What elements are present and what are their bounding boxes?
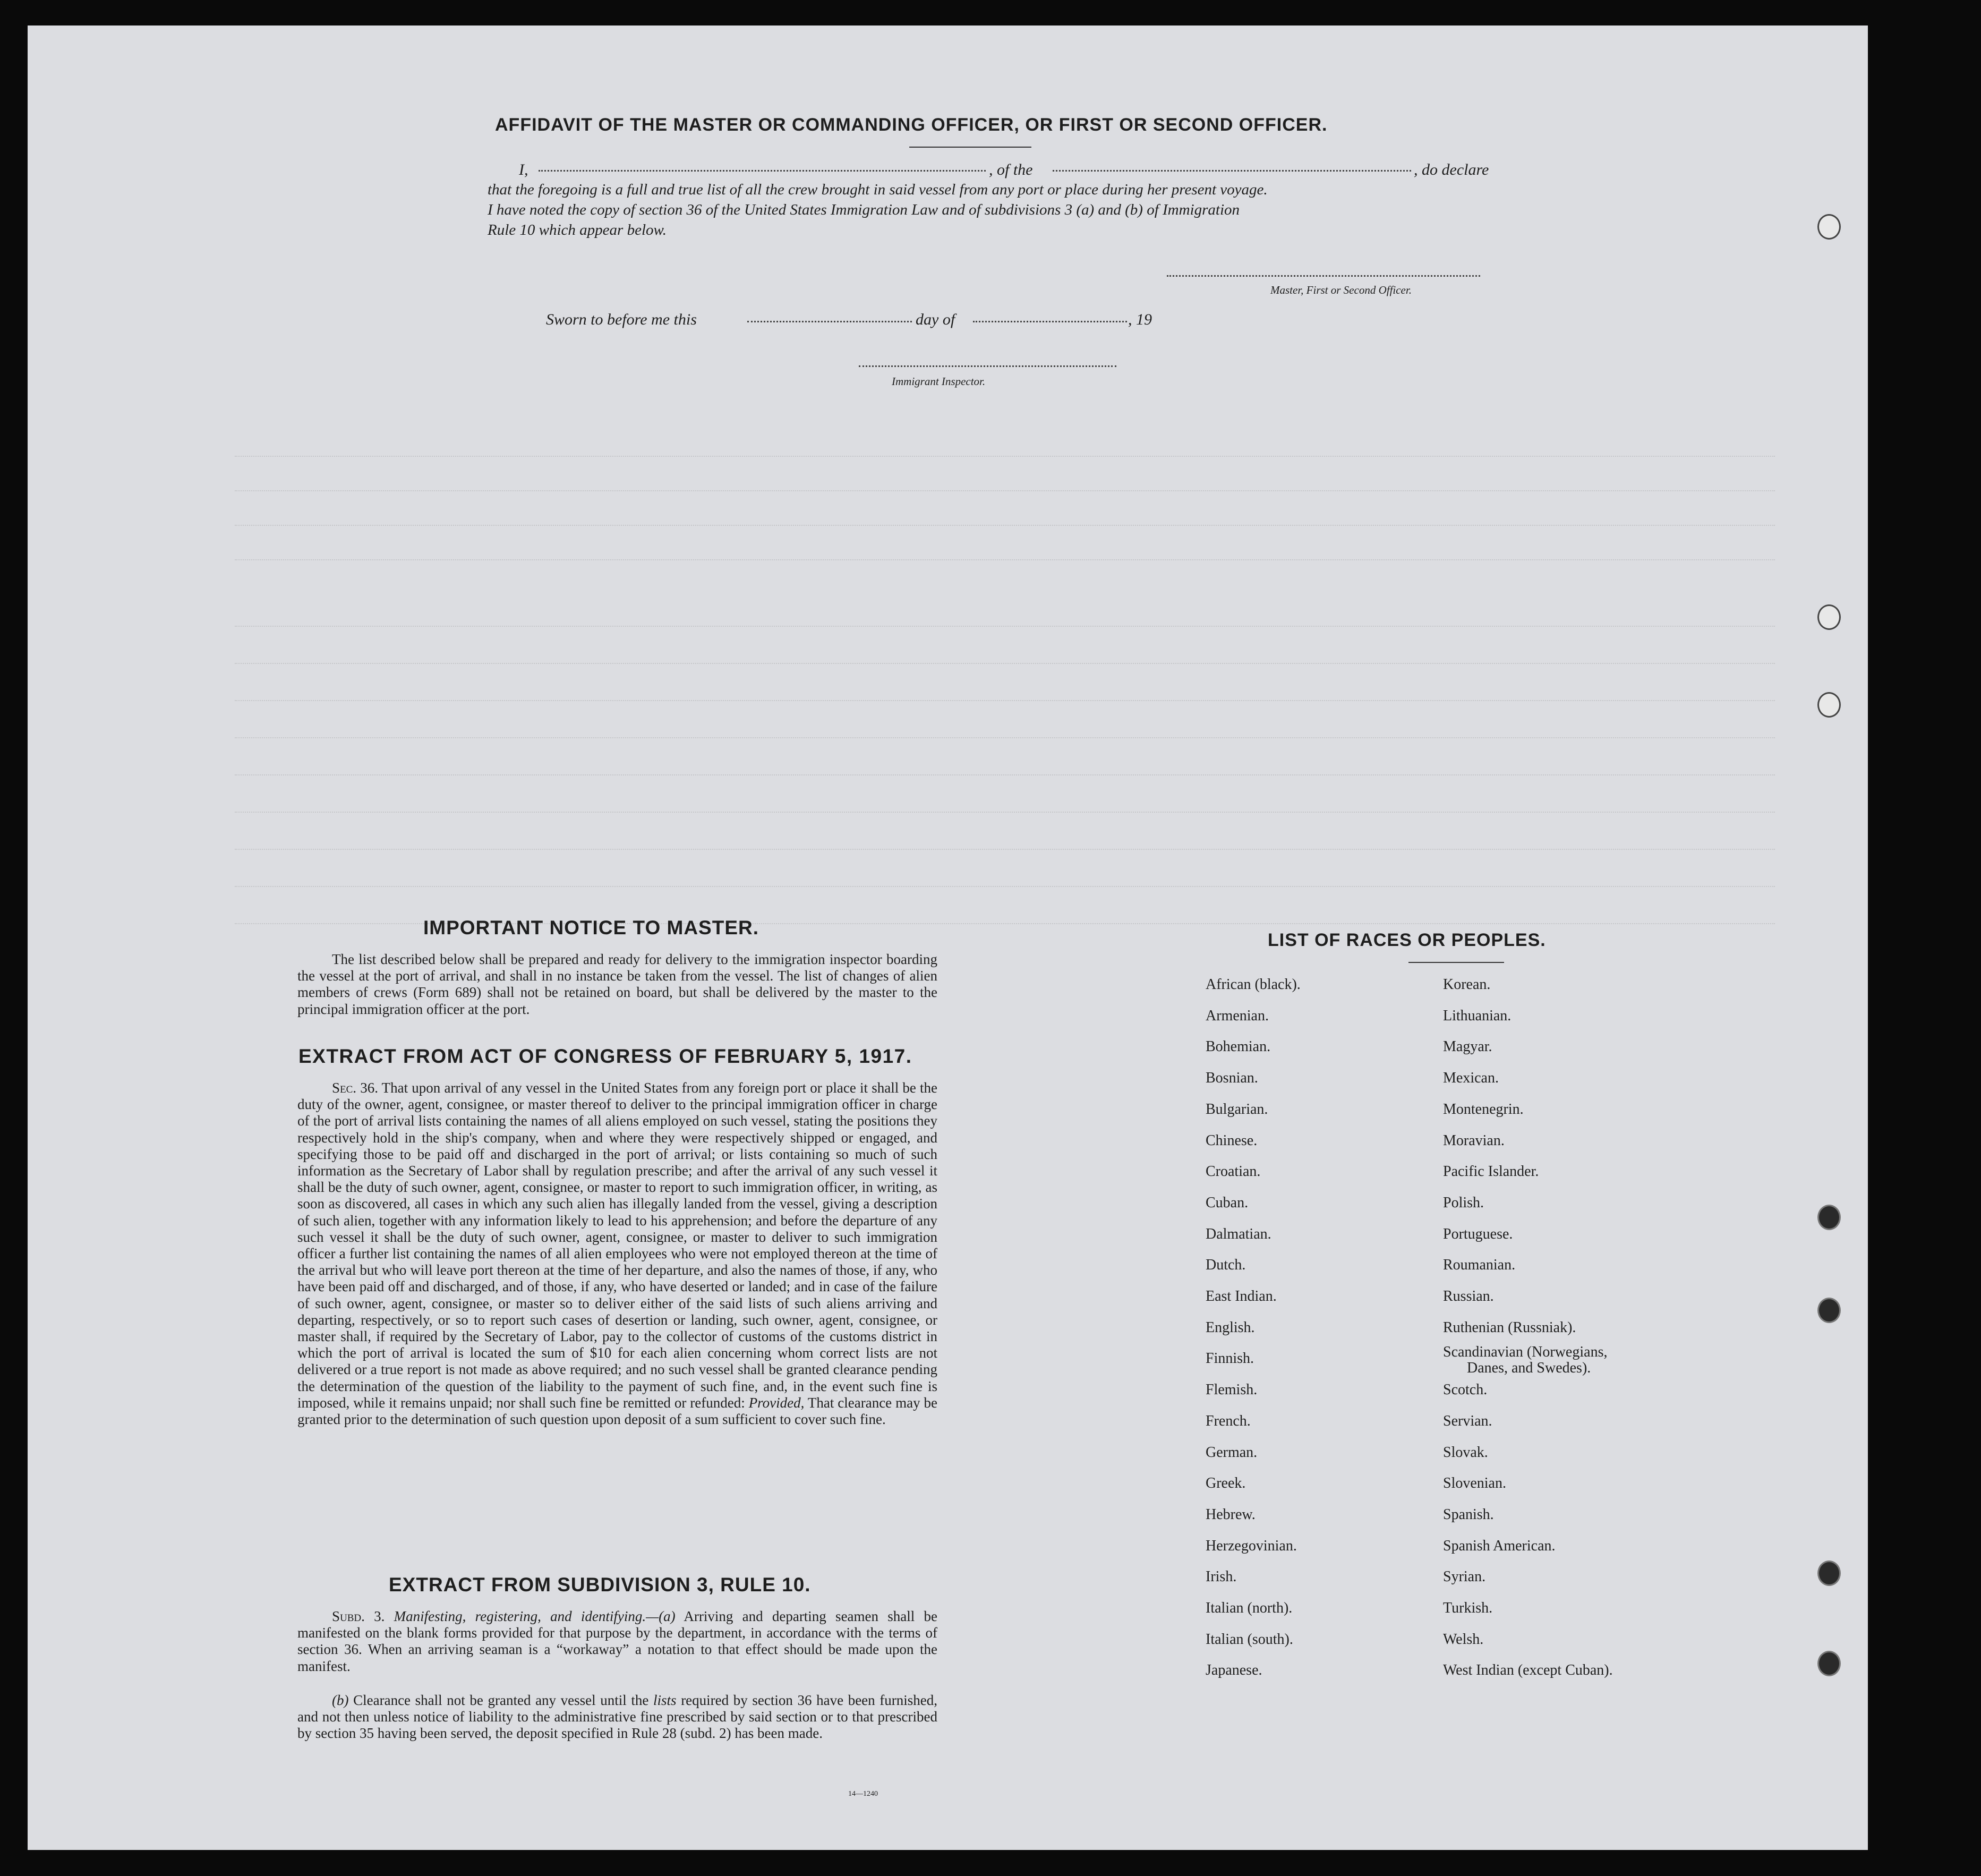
race-item: African (black). bbox=[1206, 976, 1301, 993]
punch-hole bbox=[1817, 692, 1841, 718]
race-item: Spanish. bbox=[1443, 1506, 1494, 1523]
punch-hole bbox=[1817, 214, 1841, 240]
race-item: Slovak. bbox=[1443, 1444, 1488, 1461]
master-signature-blank[interactable] bbox=[1167, 275, 1480, 277]
race-item: Polish. bbox=[1443, 1194, 1484, 1211]
race-item: Lithuanian. bbox=[1443, 1007, 1512, 1024]
title-rule bbox=[909, 147, 1031, 148]
para-b-lists: lists bbox=[653, 1692, 677, 1708]
race-item: Slovenian. bbox=[1443, 1475, 1506, 1492]
race-item: Scandinavian (Norwegians, bbox=[1443, 1344, 1608, 1361]
sworn-day-blank[interactable] bbox=[747, 321, 912, 322]
para-b-text-1: Clearance shall not be granted any vessel until the bbox=[353, 1692, 649, 1708]
para-b-text-2: required by section 36 have been furnished, and not then unless notice of liability to the administrative fine prescribed by said section or to that prescribed by section 35 having been served, the deposit specified in Rule 28 (subd. 2) has been made. bbox=[297, 1692, 938, 1742]
race-item: Turkish. bbox=[1443, 1600, 1493, 1616]
race-item: Ruthenian (Russniak). bbox=[1443, 1319, 1576, 1336]
subd-label: Subd. 3. bbox=[332, 1608, 385, 1624]
day-of-label: day of bbox=[916, 311, 955, 328]
inspector-signature-blank[interactable] bbox=[859, 365, 1116, 367]
race-item: Chinese. bbox=[1206, 1132, 1258, 1149]
race-item: Bohemian. bbox=[1206, 1038, 1271, 1055]
race-item-continuation: Danes, and Swedes). bbox=[1467, 1360, 1591, 1377]
sworn-month-blank[interactable] bbox=[973, 321, 1127, 322]
act-text-end: That clearance may be granted prior to the determination of such question upon deposit of a sum sufficient to cover such fine. bbox=[297, 1394, 938, 1428]
race-item: Hebrew. bbox=[1206, 1506, 1256, 1523]
race-item: Scotch. bbox=[1443, 1382, 1488, 1399]
punch-hole bbox=[1817, 1205, 1841, 1230]
master-signature-label: Master, First or Second Officer. bbox=[1270, 284, 1412, 296]
rule-para-a bbox=[297, 1608, 937, 1675]
para-b-label: (b) bbox=[332, 1692, 349, 1708]
sworn-label: Sworn to before me this bbox=[546, 311, 697, 328]
race-item: Servian. bbox=[1443, 1412, 1492, 1429]
name-blank[interactable] bbox=[539, 170, 986, 172]
race-item: Cuban. bbox=[1206, 1194, 1249, 1211]
race-item: Russian. bbox=[1443, 1288, 1494, 1304]
punch-hole bbox=[1817, 604, 1841, 630]
race-item: Herzegovinian. bbox=[1206, 1537, 1297, 1554]
race-item: Portuguese. bbox=[1443, 1225, 1513, 1242]
race-item: Spanish American. bbox=[1443, 1537, 1556, 1554]
race-item: Italian (north). bbox=[1206, 1600, 1293, 1616]
affidavit-line-2: that the foregoing is a full and true list of all the crew brought in said vessel from any port or place during her present voyage. bbox=[488, 181, 1268, 198]
race-item: Croatian. bbox=[1206, 1163, 1261, 1180]
race-item: Welsh. bbox=[1443, 1631, 1484, 1648]
affidavit-line-4: Rule 10 which appear below. bbox=[488, 221, 667, 238]
race-item: Bulgarian. bbox=[1206, 1101, 1268, 1118]
race-item: Moravian. bbox=[1443, 1132, 1505, 1149]
punch-hole bbox=[1817, 1561, 1841, 1586]
notice-title: IMPORTANT NOTICE TO MASTER. bbox=[423, 917, 759, 939]
rule-para-b bbox=[297, 1692, 937, 1742]
race-item: Dalmatian. bbox=[1206, 1225, 1271, 1242]
race-item: West Indian (except Cuban). bbox=[1443, 1662, 1613, 1679]
race-item: Greek. bbox=[1206, 1475, 1246, 1492]
document-page bbox=[28, 25, 1868, 1850]
act-text: That upon arrival of any vessel in the United States from any foreign port or place it shall be the duty of the owner, agent, consignee, or master thereof to deliver to the principal immigration officer in charge of the port of arrival lists containing the names of all aliens employed on such vessel, stating the positions they respectively hold in the ship's company, when and where they were respectively shipped or engaged, and specifying those to be paid off and discharged in the port of arrival; or lists containing so much of such information as the Secretary of Labor shall by regulation prescribe; and after the arrival of any such vessel it shall be the duty of such owner, agent, consignee, or master to report to such immigration officer, in writing, as soon as discovered, all cases in which any such alien has illegally landed from the vessel, giving a description of such alien, together with any information likely to lead to his apprehension; and before the departure of any such vessel it shall be the duty of such owner, agent, consignee, or master to deliver to such immigration officer a further list containing the names of all alien employees who were not employed thereon at the time of the arrival but who will leave port thereon at the time of her departure, and also the names of those, if any, who have been paid off and discharged, and of those, if any, who have deserted or landed; and in case of the failure of such owner, agent, consignee, or master so to deliver either of the said lists of such aliens arriving and departing, respectively, or so to report such cases of desertion or landing, such owner, agent, consignee, or master shall, if required by the Secretary of Labor, pay to the collector of customs of the customs district in which the port of arrival is located the sum of $10 for each alien concerning whom correct lists are not delivered or a true report is not made as above required; and no such vessel shall be granted clearance pending the determination of the question of the liability to the payment of such fine, and, in the event such fine is imposed, while it remains unpaid; nor shall such fine be remitted or refunded: bbox=[297, 1080, 938, 1411]
affidavit-title: AFFIDAVIT OF THE MASTER OR COMMANDING OFFICER, OR FIRST OR SECOND OFFICER. bbox=[495, 115, 1328, 135]
affidavit-line-3: I have noted the copy of section 36 of the United States Immigration Law and of subdivisions 3 (a) and (b) of Immigration bbox=[488, 201, 1240, 218]
year-label: , 19 bbox=[1128, 311, 1152, 328]
race-item: Irish. bbox=[1206, 1568, 1237, 1585]
punch-hole bbox=[1817, 1298, 1841, 1323]
race-item: Flemish. bbox=[1206, 1382, 1258, 1399]
bleed-through-layer bbox=[28, 25, 1868, 1850]
punch-hole bbox=[1817, 1651, 1841, 1676]
inspector-label: Immigrant Inspector. bbox=[892, 375, 986, 388]
race-item: Roumanian. bbox=[1443, 1257, 1516, 1274]
races-title: LIST OF RACES OR PEOPLES. bbox=[1268, 930, 1546, 950]
race-item: Dutch. bbox=[1206, 1257, 1246, 1274]
race-item: Mexican. bbox=[1443, 1070, 1499, 1087]
race-item: English. bbox=[1206, 1319, 1255, 1336]
act-extract-body bbox=[297, 1080, 937, 1428]
notice-body: The list described below shall be prepared and ready for delivery to the immigration inspector boarding the vessel at the port of arrival, and shall in no instance be taken from the vessel. The list of changes of alien members of crews (Form 689) shall not be retained on board, but shall be delivered by the master to the principal immigration officer at the port. bbox=[297, 951, 937, 1017]
rule-extract-title: EXTRACT FROM SUBDIVISION 3, RULE 10. bbox=[389, 1574, 811, 1596]
affidavit-do-declare: , do declare bbox=[1414, 161, 1489, 178]
race-item: Syrian. bbox=[1443, 1568, 1486, 1585]
race-item: Bosnian. bbox=[1206, 1070, 1258, 1087]
race-item: Korean. bbox=[1443, 976, 1491, 993]
affidavit-i-label: I, bbox=[519, 161, 528, 178]
sec-label: Sec. 36. bbox=[332, 1080, 378, 1096]
form-number: 14—1240 bbox=[848, 1790, 878, 1798]
race-item: Italian (south). bbox=[1206, 1631, 1293, 1648]
act-extract-title: EXTRACT FROM ACT OF CONGRESS OF FEBRUARY 5, 1917. bbox=[298, 1045, 912, 1067]
race-item: Magyar. bbox=[1443, 1038, 1492, 1055]
affidavit-of-the: , of the bbox=[989, 161, 1033, 178]
race-item: French. bbox=[1206, 1412, 1251, 1429]
race-item: Japanese. bbox=[1206, 1662, 1262, 1679]
provided-label: Provided, bbox=[748, 1394, 805, 1411]
subd-heading: Manifesting, registering, and identifying.—(a) bbox=[394, 1608, 676, 1624]
para-a-text: Arriving and departing seamen shall be manifested on the blank forms provided for that purpose by the department, in accordance with the terms of section 36. When an arriving seaman is a “workaway” a notation to that effect should be made upon the manifest. bbox=[297, 1608, 938, 1674]
race-item: Finnish. bbox=[1206, 1350, 1254, 1367]
race-item: Montenegrin. bbox=[1443, 1101, 1524, 1118]
race-item: German. bbox=[1206, 1444, 1258, 1461]
race-item: Pacific Islander. bbox=[1443, 1163, 1539, 1180]
races-rule bbox=[1408, 962, 1504, 963]
vessel-blank[interactable] bbox=[1053, 170, 1411, 172]
race-item: East Indian. bbox=[1206, 1288, 1277, 1304]
race-item: Armenian. bbox=[1206, 1007, 1269, 1024]
